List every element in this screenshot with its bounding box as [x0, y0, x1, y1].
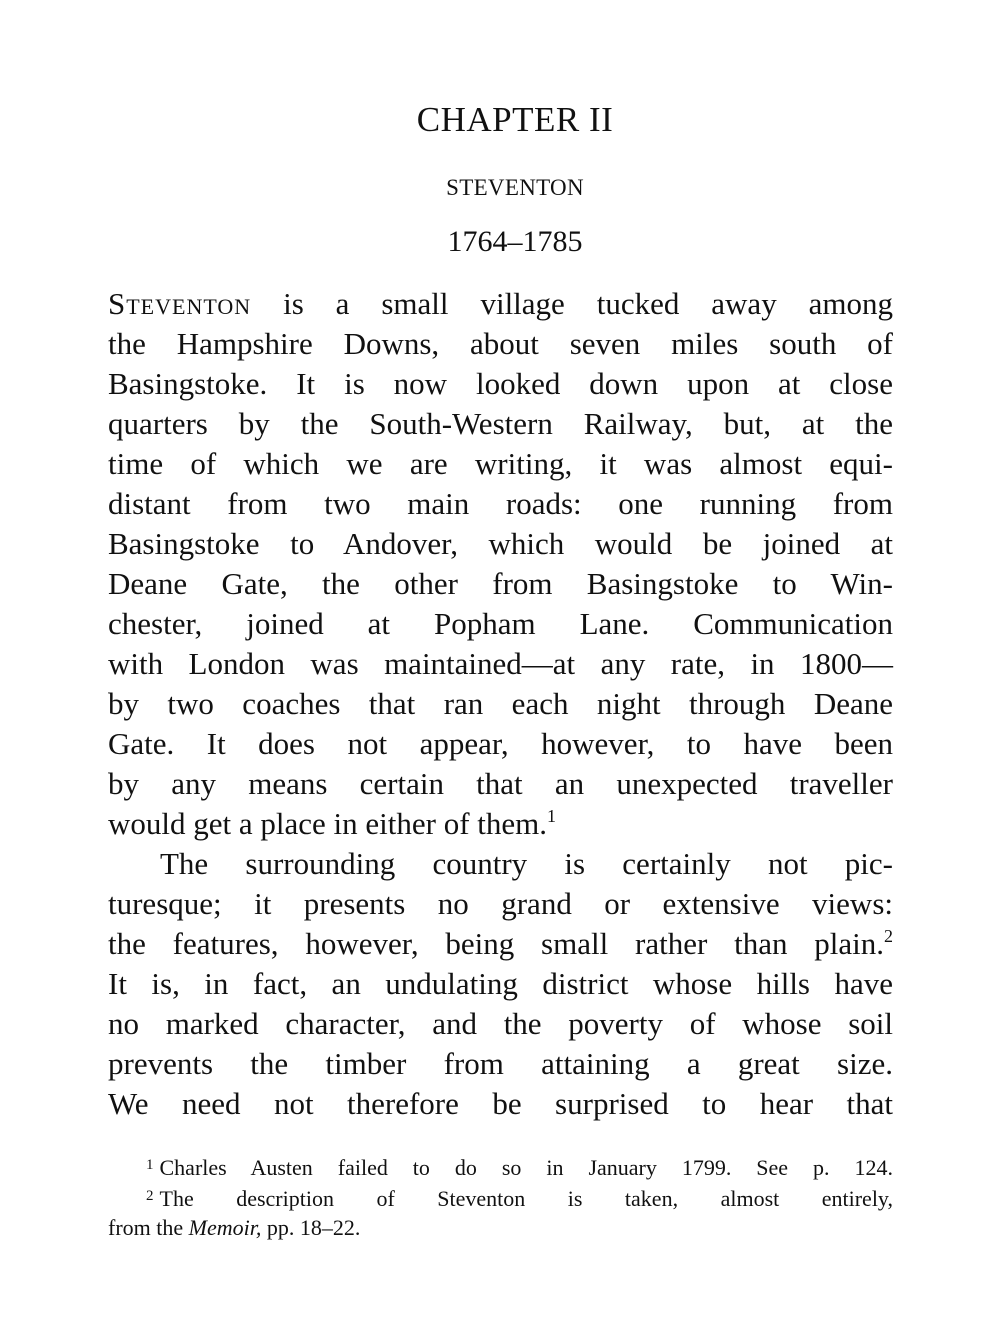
chapter-subtitle: STEVENTON	[446, 175, 584, 200]
body-line-text: is a small village tucked away among	[251, 286, 893, 321]
body-line: with London was maintained—at any rate, in 1800—	[108, 646, 893, 681]
footnote-ref-1[interactable]: 1	[547, 806, 557, 826]
footnote-1-text: Charles Austen failed to do so in January 1799. See p. 124.	[159, 1155, 893, 1180]
body-line	[108, 924, 893, 964]
footnote-2-italic: Memoir,	[188, 1215, 262, 1240]
body-line: by two coaches that ran each night through Deane	[108, 686, 893, 721]
body-line: We need not therefore be surprised to hear that	[108, 1086, 893, 1121]
body-line: chester, joined at Popham Lane. Communication	[108, 606, 893, 641]
body-line: Basingstoke. It is now looked down upon at close	[108, 366, 893, 401]
body-line: by any means certain that an unexpected traveller	[108, 766, 893, 801]
footnote-2-pre: from the	[108, 1215, 189, 1240]
opening-word: Steventon	[108, 286, 252, 321]
body-line	[108, 804, 893, 844]
body-line: Gate. It does not appear, however, to have been	[108, 726, 893, 761]
body-line: time of which we are writing, it was almost equi-	[108, 446, 893, 481]
footnote-2	[108, 1181, 893, 1212]
body-line: distant from two main roads: one running from	[108, 486, 893, 521]
body-line-text: the features, however, being small rather than plain.	[108, 926, 884, 961]
footnote-2-mark: 2	[146, 1188, 154, 1204]
body-line: quarters by the South-Western Railway, but, at the	[108, 406, 893, 441]
body-line: no marked character, and the poverty of whose soil	[108, 1006, 893, 1041]
body-line-text: would get a place in either of them.	[108, 806, 548, 841]
body-line: It is, in fact, an undulating district whose hills have	[108, 966, 893, 1001]
body-text	[108, 284, 893, 1124]
footnote-2-text: The description of Steventon is taken, almost entirely,	[159, 1186, 893, 1211]
body-line: The surrounding country is certainly not pic-	[160, 846, 893, 881]
body-line	[108, 284, 893, 324]
footnote-1	[108, 1150, 893, 1181]
chapter-title: CHAPTER II	[416, 100, 614, 139]
footnote-2-post: pp. 18–22.	[261, 1215, 361, 1240]
footnote-2-continued	[108, 1212, 893, 1243]
body-line: turesque; it presents no grand or extensive views:	[108, 886, 893, 921]
body-line: Basingstoke to Andover, which would be joined at	[108, 526, 893, 561]
chapter-dates: 1764–1785	[447, 225, 583, 258]
footnote-ref-2[interactable]: 2	[884, 926, 893, 946]
body-line: prevents the timber from attaining a great size.	[108, 1046, 893, 1081]
body-line: the Hampshire Downs, about seven miles south of	[108, 326, 893, 361]
footnote-1-mark: 1	[146, 1157, 154, 1173]
footnotes	[108, 1150, 893, 1243]
body-line: Deane Gate, the other from Basingstoke to Win-	[108, 566, 893, 601]
